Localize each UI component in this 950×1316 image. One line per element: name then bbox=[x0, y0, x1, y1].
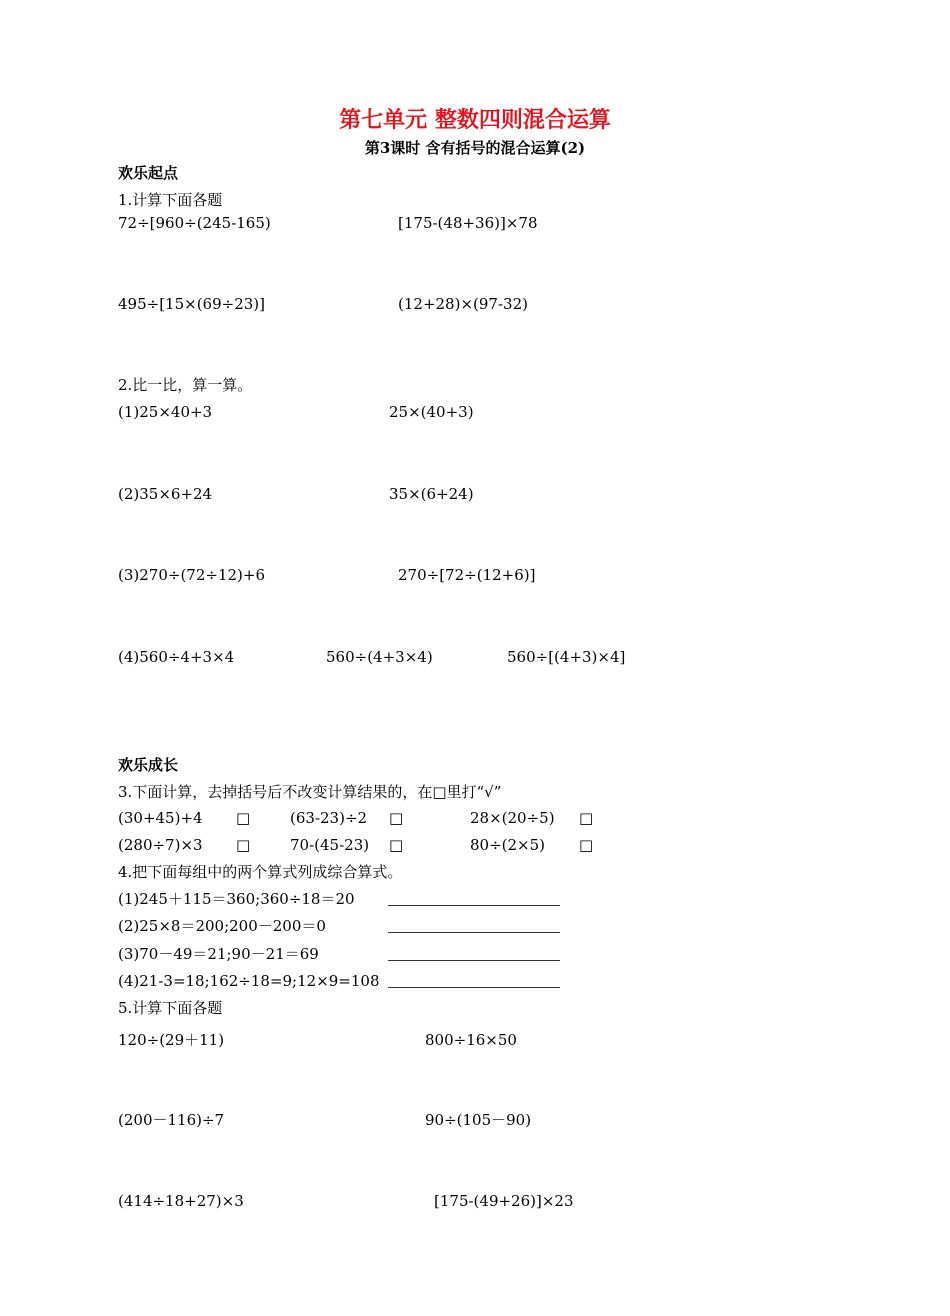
section-heading-2: 欢乐成长 bbox=[118, 756, 179, 774]
q3-checkbox-2[interactable]: □ bbox=[389, 809, 404, 827]
q1-item-3: 495÷[15×(69÷23)] bbox=[118, 295, 266, 313]
question-4-prompt: 4.把下面每组中的两个算式列成综合算式。 bbox=[118, 863, 403, 881]
q2-row4-right: 560÷[(4+3)×4] bbox=[507, 648, 626, 666]
question-1-prompt: 1.计算下面各题 bbox=[118, 191, 223, 209]
q2-row4-left: (4)560÷4+3×4 bbox=[118, 648, 235, 666]
q3-checkbox-1[interactable]: □ bbox=[236, 809, 251, 827]
q1-item-4: (12+28)×(97-32) bbox=[398, 295, 528, 313]
q4-answer-blank-3[interactable] bbox=[388, 946, 560, 961]
q1-item-2: [175-(48+36)]×78 bbox=[398, 214, 538, 232]
q3-item-6: 80÷(2×5) bbox=[470, 836, 546, 854]
q4-item-4: (4)21-3=18;162÷18=9;12×9=108 bbox=[118, 972, 380, 990]
q3-checkbox-4[interactable]: □ bbox=[236, 836, 251, 854]
page-title: 第七单元 整数四则混合运算 bbox=[339, 107, 611, 133]
q1-item-1: 72÷[960÷(245-165) bbox=[118, 214, 271, 232]
page-subtitle: 第3课时 含有括号的混合运算(2) bbox=[364, 139, 586, 157]
section-heading-1: 欢乐起点 bbox=[118, 164, 179, 182]
q2-row1-left: (1)25×40+3 bbox=[118, 403, 213, 421]
q4-answer-blank-2[interactable] bbox=[388, 918, 560, 933]
q3-item-1: (30+45)+4 bbox=[118, 809, 203, 827]
q4-item-1: (1)245＋115＝360;360÷18＝20 bbox=[118, 890, 355, 908]
q4-item-2: (2)25×8＝200;200－200＝0 bbox=[118, 917, 326, 935]
q3-item-2: (63-23)÷2 bbox=[290, 809, 368, 827]
q3-checkbox-6[interactable]: □ bbox=[579, 836, 594, 854]
q3-item-3: 28×(20÷5) bbox=[470, 809, 555, 827]
q4-answer-blank-4[interactable] bbox=[388, 973, 560, 988]
q2-row1-right: 25×(40+3) bbox=[389, 403, 474, 421]
question-3-prompt: 3.下面计算，去掉括号后不改变计算结果的，在□里打“√” bbox=[118, 783, 502, 801]
question-2-prompt: 2.比一比，算一算。 bbox=[118, 376, 253, 394]
q2-row2-right: 35×(6+24) bbox=[389, 485, 474, 503]
q3-checkbox-3[interactable]: □ bbox=[579, 809, 594, 827]
question-5-prompt: 5.计算下面各题 bbox=[118, 999, 223, 1017]
q3-item-5: 70-(45-23) bbox=[290, 836, 370, 854]
q3-checkbox-5[interactable]: □ bbox=[389, 836, 404, 854]
q4-answer-blank-1[interactable] bbox=[388, 891, 560, 906]
q5-item-2: 800÷16×50 bbox=[425, 1031, 517, 1049]
q3-item-4: (280÷7)×3 bbox=[118, 836, 203, 854]
q2-row3-right: 270÷[72÷(12+6)] bbox=[398, 566, 536, 584]
q5-item-6: [175-(49+26)]×23 bbox=[434, 1192, 574, 1210]
q5-item-4: 90÷(105－90) bbox=[425, 1111, 532, 1129]
q2-row4-middle: 560÷(4+3×4) bbox=[326, 648, 433, 666]
q4-item-3: (3)70－49＝21;90－21＝69 bbox=[118, 945, 319, 963]
q5-item-3: (200－116)÷7 bbox=[118, 1111, 225, 1129]
q2-row3-left: (3)270÷(72÷12)+6 bbox=[118, 566, 266, 584]
q2-row2-left: (2)35×6+24 bbox=[118, 485, 213, 503]
q5-item-1: 120÷(29＋11) bbox=[118, 1031, 225, 1049]
q5-item-5: (414÷18+27)×3 bbox=[118, 1192, 244, 1210]
